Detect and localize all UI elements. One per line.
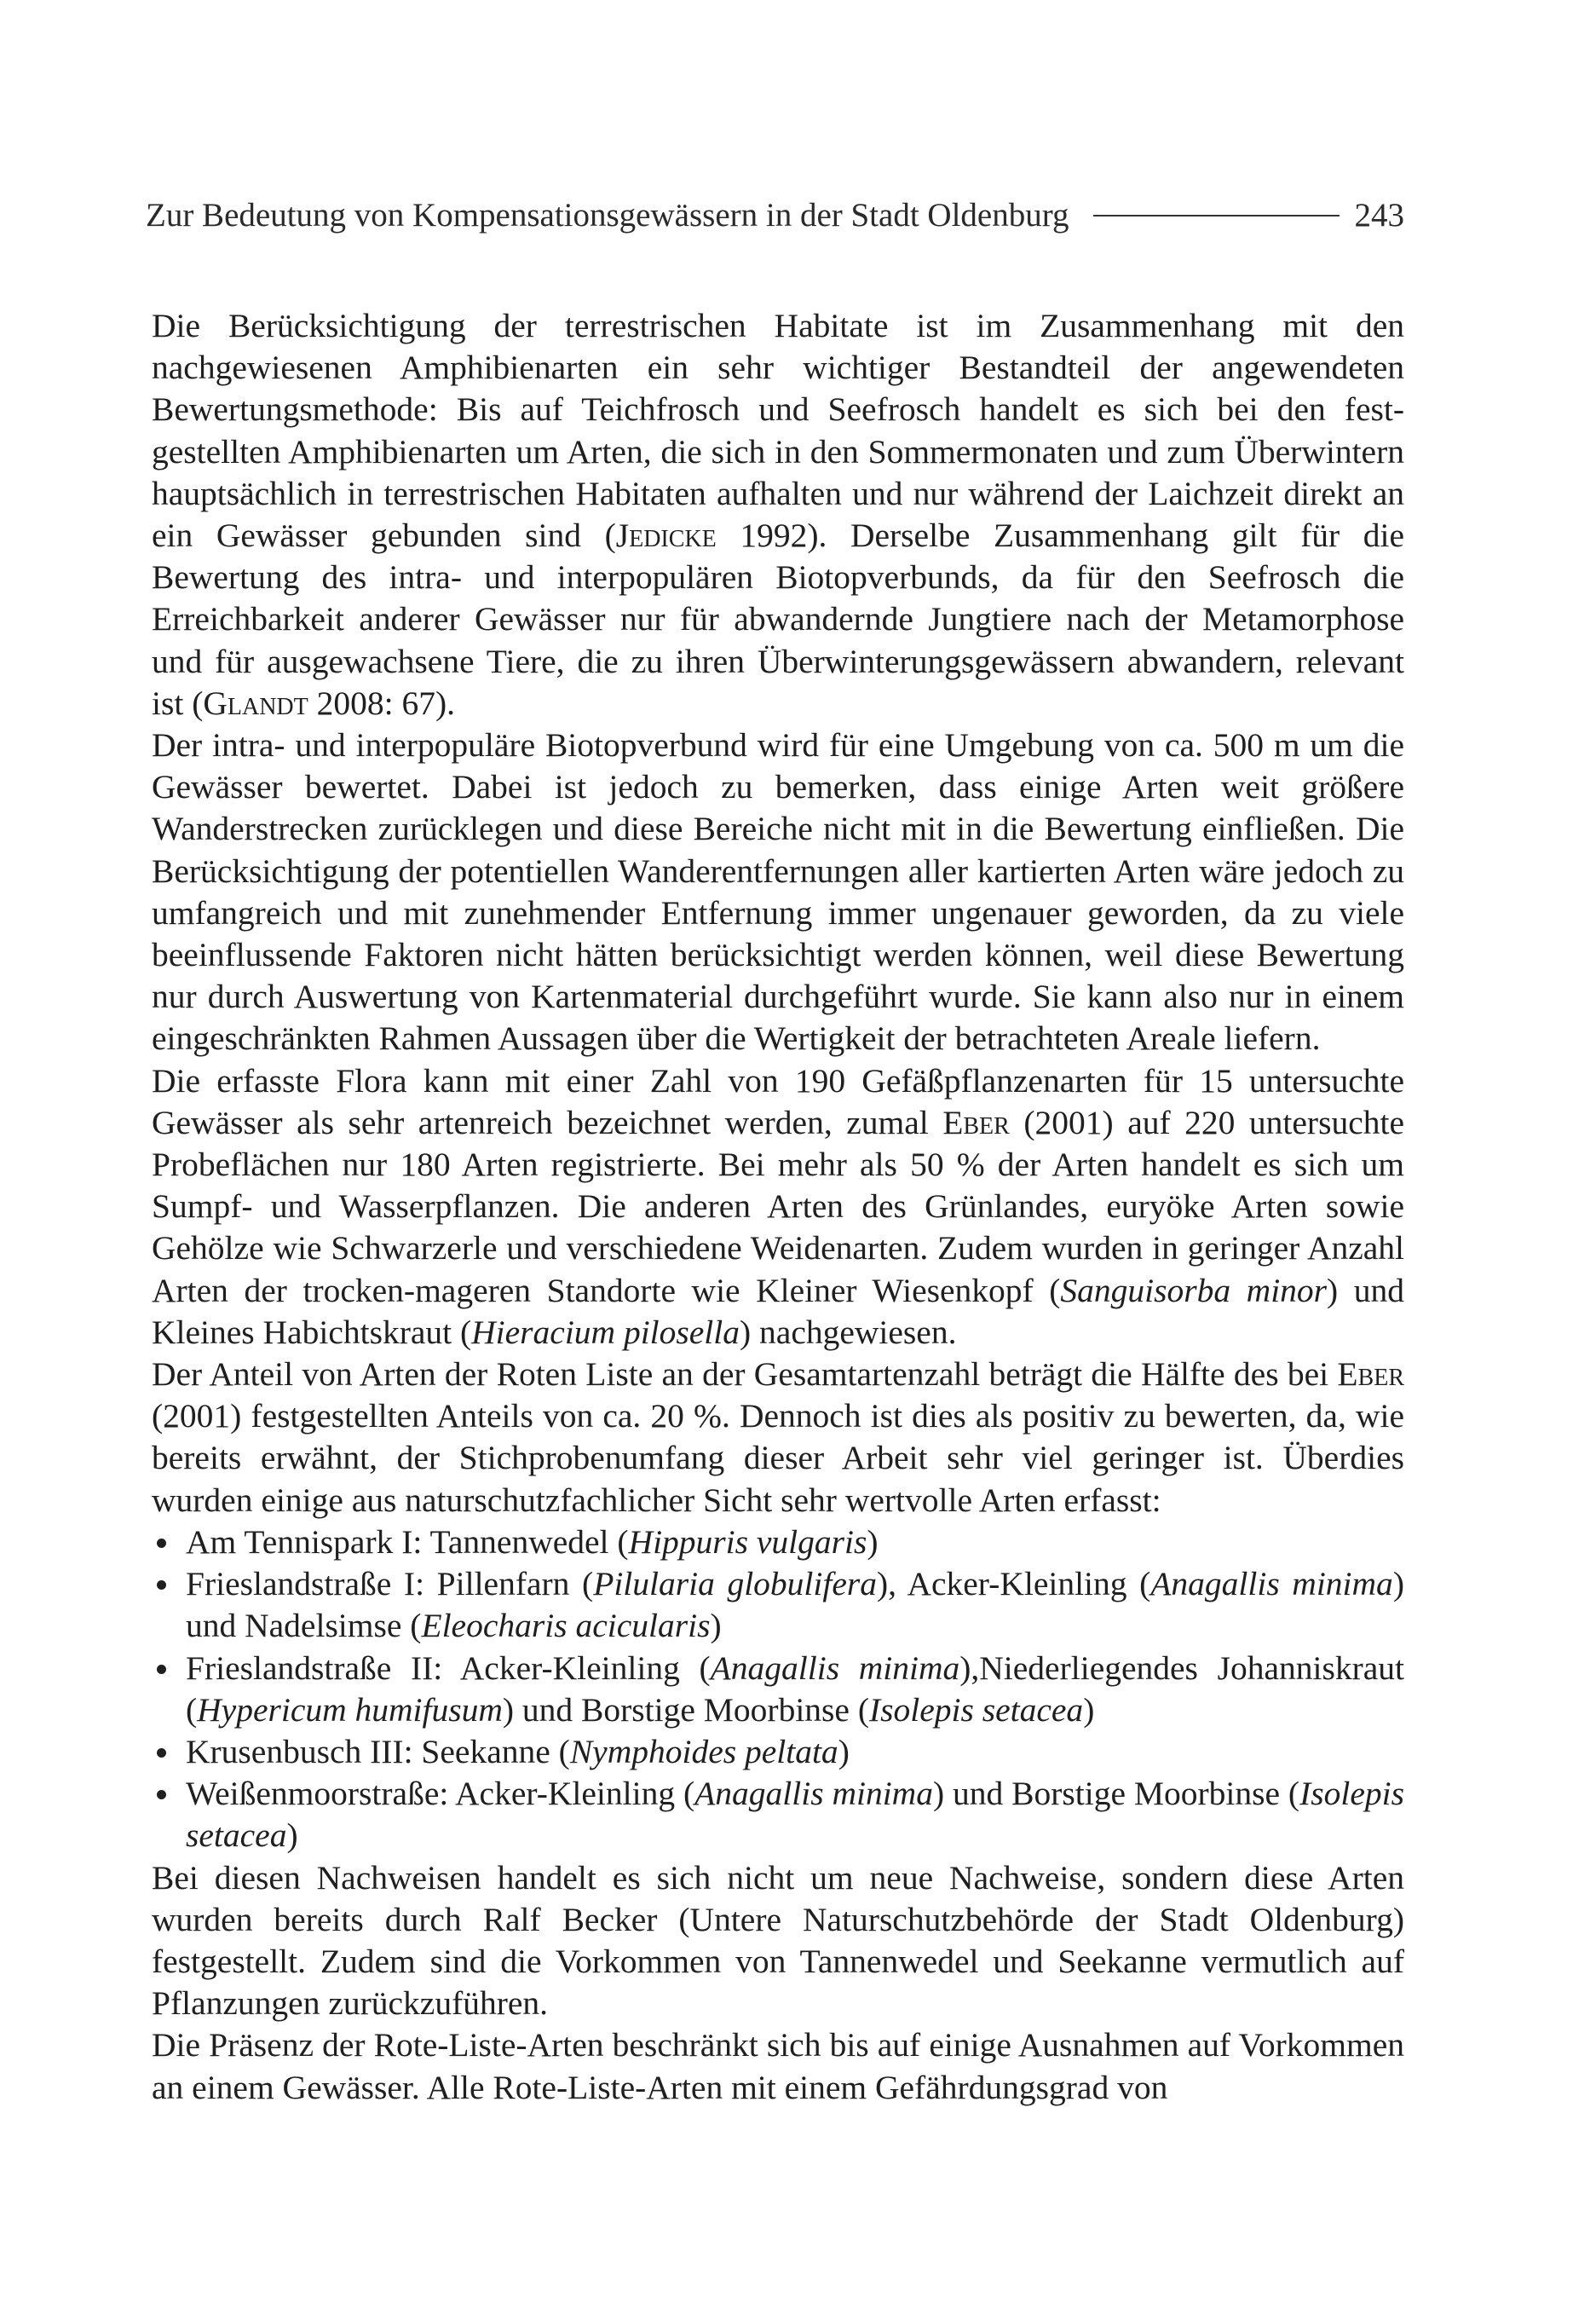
list-item: [152, 1521, 1404, 1563]
species-name: Isolepis setacea: [868, 1690, 1084, 1729]
species-name: Eleocharis acicularis: [421, 1607, 711, 1645]
list-item: [152, 1648, 1404, 1731]
species-name: Hippuris vulgaris: [628, 1522, 867, 1561]
text-run: (2001) auf 220 untersuchte Probeflächen nur 180 Arten registrierte. Bei mehr als 50 % der Arten handelt es sich um Sumpf- und Wasserpflanzen. Die anderen Arten des Grünlandes, euryöke Arten sowie Gehölze wie Schwarzerle und verschiedene Weidenarten. Zudem wurden in geringer Anzahl Arten der trocken-mageren Standorte wie Kleiner Wiesenkopf (: [152, 1103, 1404, 1309]
text-run: Weißenmoorstraße: Acker-Kleinling (: [186, 1775, 695, 1813]
citation-author: Glandt: [203, 684, 308, 722]
species-name: Pilularia globulifera: [593, 1565, 877, 1603]
list-item: [152, 1773, 1404, 1856]
paragraph-3: [152, 1060, 1404, 1354]
text-run: ): [710, 1607, 722, 1645]
text-run: Am Tennispark I: Tannenwedel (: [186, 1522, 629, 1561]
running-title: Zur Bedeutung von Kompensationsgewässern in der Stadt Oldenburg: [146, 197, 1069, 234]
species-name: Hieracium pilosella: [471, 1313, 740, 1351]
species-name: Hypericum humifusum: [197, 1690, 503, 1729]
text-run: (2001) festgestellten Anteils von ca. 20 %. Dennoch ist dies als positiv zu bewerten, da, wie bereits erwähnt, der Stichprobenumfang dieser Arbeit sehr viel geringer ist. Überdies wurden einige aus naturschutzfachlicher Sicht sehr wertvolle Arten erfasst:: [152, 1397, 1404, 1519]
text-run: ) und Nadelsimse (: [186, 1565, 1404, 1645]
text-run: ),Niederliegendes Johanniskraut (: [186, 1648, 1404, 1729]
text-run: ): [286, 1816, 298, 1855]
text-run: ): [838, 1732, 850, 1770]
species-name: Anagallis minima: [694, 1775, 933, 1813]
text-run: ) nachgewiesen.: [740, 1313, 957, 1351]
paragraph-2: Der intra- und interpopuläre Biotopverbund wird für eine Umgebung von ca. 500 m um die Gewässer bewertet. Dabei ist jedoch zu bemerken, dass einige Arten weit größere Wanderstrecken zurücklegen und diese Bereiche nicht mit in die Bewertung einfließen. Die Berücksichtigung der potentiellen Wanderentfernungen aller kartierten Arten wäre jedoch zu umfangreich und mit zunehmender Entfernung immer ungenauer geworden, da zu viele beeinflussende Faktoren nicht hätten berücksichtigt werden können, weil diese Bewertung nur durch Auswertung von Kartenmaterial durchgeführt wurde. Sie kann also nur in einem eingeschränkten Rahmen Aussagen über die Wertigkeit der betrachteten Areale liefern.: [152, 726, 1404, 1058]
paragraph-6: Die Präsenz der Rote-Liste-Arten beschränkt sich bis auf einige Ausnahmen auf Vorkommen an einem Gewässer. Alle Rote-Liste-Arten mit einem Gefährdungsgrad von: [152, 2026, 1404, 2106]
species-name: Sanguisorba minor: [1060, 1271, 1328, 1309]
species-name: Nymphoides peltata: [569, 1732, 838, 1770]
text-run: ) und Borstige Moorbinse (: [932, 1775, 1300, 1813]
text-run: Der Anteil von Arten der Roten Liste an der Gesamtartenzahl beträgt die Hälfte des bei: [152, 1355, 1338, 1394]
paragraph-1: [152, 305, 1404, 725]
page-number: 243: [1354, 197, 1404, 234]
list-item: [152, 1731, 1404, 1773]
body-text: [152, 305, 1404, 2109]
text-run: 1992). Derselbe Zusammenhang gilt für die Bewertung des intra- und interpopulären Biotopverbunds, da für den Seefrosch die Erreichbarkeit anderer Gewässer nur für abwandernde Jungtiere nach der Metamorphose und für ausgewachsene Tiere, die zu ihren Überwinterungsgewässern abwandern, relevant ist (: [152, 517, 1404, 722]
citation-author: Jedicke: [615, 517, 717, 555]
list-item: [152, 1563, 1404, 1647]
species-list: [152, 1521, 1404, 1857]
text-run: ): [867, 1522, 879, 1561]
text-run: Die Berücksichtigung der terrestrischen Habitate ist im Zusammenhang mit den nachgewiesenen Amphibienarten ein sehr wichtiger Bestandteil der angewendeten Bewertungsmethode: Bis auf Teichfrosch und Seefrosch handelt es sich bei den festgestellten Amphibienarten um Arten, die sich in den Sommermonaten und zum Überwintern hauptsächlich in terrestrischen Habitaten aufhalten und nur während der Laichzeit direkt an ein Gewässer gebunden sind (: [152, 307, 1404, 555]
text-run: Krusenbusch III: Seekanne (: [186, 1732, 570, 1770]
header-rule: [1093, 215, 1340, 217]
text-run: ), Acker-Kleinling (: [877, 1565, 1151, 1603]
species-name: Anagallis minima: [710, 1648, 960, 1687]
paragraph-5: Bei diesen Nachweisen handelt es sich nicht um neue Nachweise, sondern diese Arten wurden bereits durch Ralf Becker (Untere Naturschutzbehörde der Stadt Oldenburg) festgestellt. Zudem sind die Vorkommen von Tannenwedel und Seekanne vermutlich auf Pflanzungen zurückzuführen.: [152, 1858, 1404, 2023]
text-run: ) und Kleines Habichtskraut (: [152, 1271, 1405, 1351]
text-run: Frieslandstraße II: Acker-Kleinling (: [186, 1648, 711, 1687]
citation-author: Eber: [1337, 1355, 1404, 1394]
species-name: Anagallis minima: [1150, 1565, 1393, 1603]
running-header: [146, 196, 1404, 234]
paragraph-4: [152, 1354, 1404, 1521]
text-run: 2008: 67).: [308, 684, 456, 722]
text-run: Frieslandstraße I: Pillenfarn (: [186, 1565, 594, 1603]
citation-author: Eber: [942, 1103, 1010, 1141]
text-run: Die erfasste Flora kann mit einer Zahl von 190 Gefäßpflanzenarten für 15 untersuchte Gewässer als sehr artenreich bezeichnet werden, zumal: [152, 1061, 1404, 1141]
species-name: Isolepis setacea: [186, 1775, 1404, 1855]
text-run: ): [1083, 1690, 1095, 1729]
text-run: ) und Borstige Moorbinse (: [502, 1690, 869, 1729]
